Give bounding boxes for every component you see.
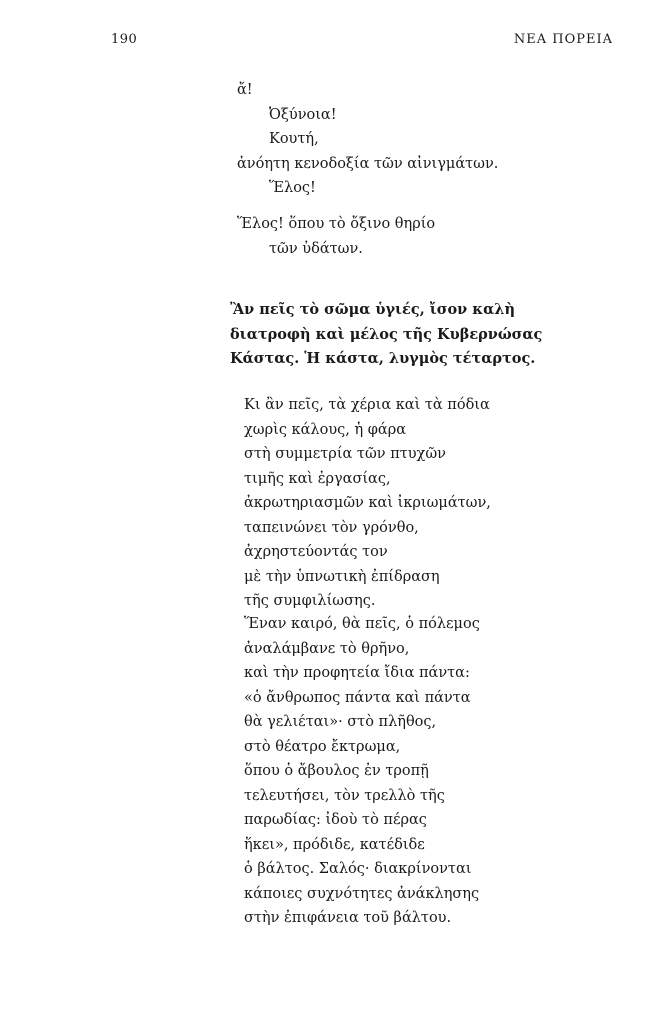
poem-line: Ἕλος! ὅπου τὸ ὄξινο θηρίο xyxy=(237,216,436,232)
poem-line: ἥκει», πρόδιδε, κατέδιδε xyxy=(244,836,425,853)
page-number: 190 xyxy=(111,32,138,47)
poem-line: ἀκρωτηριασμῶν καὶ ἰκριωμάτων, xyxy=(244,495,491,511)
section-heading xyxy=(230,298,542,372)
poem-line: στὴν ἐπιφάνεια τοῦ βάλτου. xyxy=(244,910,452,926)
poem-line: τιμῆς καὶ ἐργασίας, xyxy=(244,470,391,487)
poem-line: «ὁ ἄνθρωπος πάντα καὶ πάντα xyxy=(244,689,471,706)
poem-line: τῆς συμφιλίωσης. xyxy=(244,593,376,609)
poem-line: Ὀξύνοια! xyxy=(269,106,337,123)
poem-line: Κουτή, xyxy=(269,131,319,147)
poem-line: καὶ τὴν προφητεία ἴδια πάντα: xyxy=(244,665,470,681)
poem-stanza-1 xyxy=(237,78,498,201)
poem-line: ὁ βάλτος. Σαλός· διακρίνονται xyxy=(244,861,472,877)
heading-line: διατροφὴ καὶ μέλος τῆς Κυβερνώσας xyxy=(230,325,543,343)
heading-line: Ἂν πεῖς τὸ σῶμα ὑγιές, ἴσον καλὴ xyxy=(230,301,516,318)
poem-stanza-4 xyxy=(244,612,480,931)
poem-line: στὸ θέατρο ἔκτρωμα, xyxy=(244,738,401,755)
poem-line: Ἕναν καιρό, θὰ πεῖς, ὁ πόλεμος xyxy=(244,616,480,632)
poem-line: παρωδίας: ἰδοὺ τὸ πέρας xyxy=(244,812,427,828)
poem-line: στὴ συμμετρία τῶν πτυχῶν xyxy=(244,446,446,462)
poem-line: τελευτήσει, τὸν τρελλὸ τῆς xyxy=(244,787,445,804)
poem-line: ἀνόητη κενοδοξία τῶν αἰνιγμάτων. xyxy=(237,155,499,172)
poem-line: ἀναλάμβανε τὸ θρῆνο, xyxy=(244,640,410,657)
poem-line: θὰ γελιέται»· στὸ πλῆθος, xyxy=(244,714,437,730)
running-title: ΝΕΑ ΠΟΡΕΙΑ xyxy=(513,32,613,47)
poem-line: Κι ἂν πεῖς, τὰ χέρια καὶ τὰ πόδια xyxy=(244,397,490,413)
poem-line: ὅπου ὁ ἄβουλος ἐν τροπῇ xyxy=(244,763,429,779)
poem-line: ταπεινώνει τὸν γρόνθο, xyxy=(244,519,419,536)
poem-line: κάποιες συχνότητες ἀνάκλησης xyxy=(244,885,480,902)
heading-line: Κάστας. Ἡ κάστα, λυγμὸς τέταρτος. xyxy=(230,350,536,367)
poem-line: ἄ! xyxy=(237,82,253,98)
poem-line: τῶν ὑδάτων. xyxy=(269,240,363,257)
poem-line: ἀχρηστεύοντάς τον xyxy=(244,544,388,560)
poem-line: μὲ τὴν ὑπνωτικὴ ἐπίδραση xyxy=(244,568,440,585)
poem-stanza-3 xyxy=(244,393,491,614)
poem-line: Ἕλος! xyxy=(269,180,316,196)
poem-line: χωρὶς κάλους, ἡ φάρα xyxy=(244,421,407,438)
poem-stanza-2 xyxy=(237,212,435,261)
